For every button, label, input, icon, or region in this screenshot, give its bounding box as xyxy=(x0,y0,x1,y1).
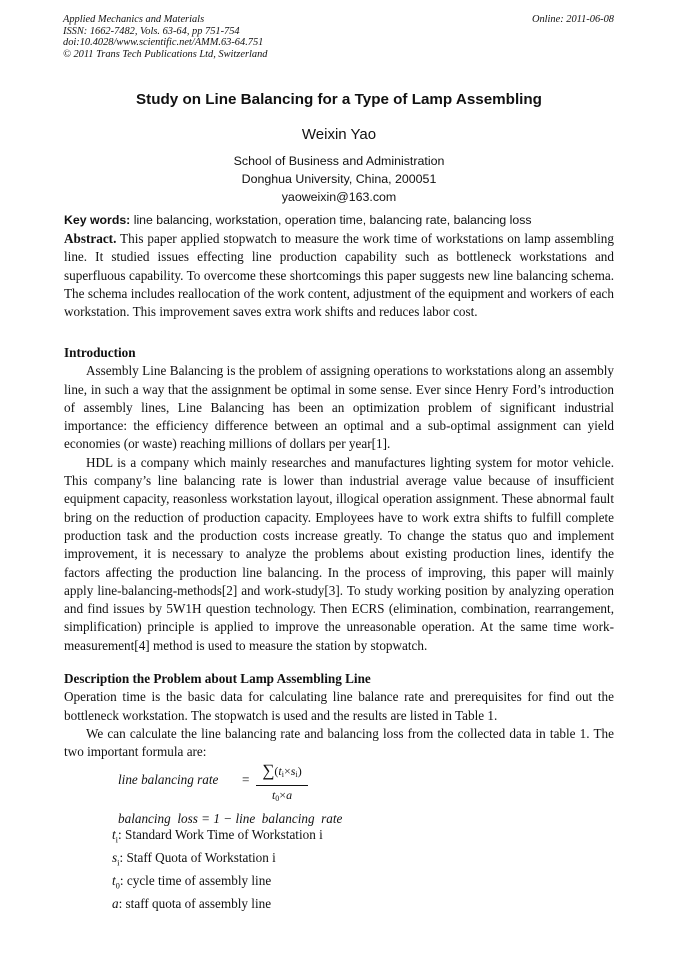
description-section xyxy=(64,670,614,761)
paren-close: ) xyxy=(297,764,302,778)
den-t-sub: 0 xyxy=(275,794,280,803)
abstract-paragraph xyxy=(64,230,614,321)
def-symbol: t xyxy=(112,827,116,842)
def-symbol: a xyxy=(112,895,119,911)
formula1-numerator xyxy=(256,762,308,784)
introduction-section xyxy=(64,344,614,655)
definition-ti xyxy=(112,826,323,849)
author-name: Weixin Yao xyxy=(301,126,377,143)
formula1-equals: = xyxy=(242,772,250,787)
description-paragraph-2: We can calculate the line balancing rate and balancing loss from the collected data in table 1. The two important formula are: xyxy=(64,725,614,760)
def-symbol: t xyxy=(112,872,116,888)
num-times: × xyxy=(284,764,291,778)
description-heading: Description the Problem about Lamp Assembling Line xyxy=(64,671,371,686)
paren-open: ( xyxy=(274,764,279,778)
journal-name: Applied Mechanics and Materials xyxy=(63,14,205,25)
def-symbol: s xyxy=(112,849,118,865)
journal-issn: ISSN: 1662-7482, Vols. 63-64, pp 751-754 xyxy=(63,25,240,37)
num-s-sub: i xyxy=(295,770,298,779)
journal-copyright: © 2011 Trans Tech Publications Ltd, Switzerland xyxy=(63,48,268,60)
author-email: yaoweixin@163.com xyxy=(281,190,397,205)
definition-t0 xyxy=(112,872,323,895)
def-description: : Staff Quota of Workstation i xyxy=(119,849,276,865)
description-paragraph-1: Operation time is the basic data for calculating line balance rate and prerequisites for find out the bottleneck workstation. The stopwatch is used and the results are listed in Table 1. xyxy=(64,689,614,723)
symbol-definitions xyxy=(112,826,323,913)
den-t: t xyxy=(271,788,276,802)
journal-doi: doi:10.4028/www.scientific.net/AMM.63-64.751 xyxy=(63,37,264,49)
num-t: t xyxy=(278,764,282,778)
num-t-sub: i xyxy=(281,770,284,779)
introduction-paragraph-2: HDL is a company which mainly researches and manufactures lighting system for motor vehicle. This company’s line balancing rate is lower than industrial average value because of insufficient equipment capacity, reasonless workstation layout, illogical operation assignment. These abnormal fault bring on the reduction of production capacity. Employees have to work extra shifts to fulfill complete production task and the production costs increase greatly. To change the status quo and implement improvement, it is necessary to analyze the problems about existing production lines, identify the factors affecting the production line balancing. In the process of improving, this paper will mainly apply line-balancing-methods[2] and work-study[3]. To study working position by analyzing operation and find issues by 5W1H question technology. Then ECRS (elimination, combination, rearrangement, simplification) principle is applied to improve the unreasonable operation. At the same time work-measurement[4] method is used to measure the station by stopwatch. xyxy=(64,454,614,653)
abstract-label: Abstract. xyxy=(64,231,117,246)
def-description: : Standard Work Time of Workstation i xyxy=(118,827,323,842)
formula1-fraction xyxy=(256,762,308,807)
affiliation-university: Donghua University, China, 200051 xyxy=(241,172,437,187)
online-date: Online: 2011-06-08 xyxy=(531,14,614,25)
num-s: s xyxy=(290,764,296,778)
keywords-text: line balancing, workstation, operation time, balancing rate, balancing loss xyxy=(130,213,532,227)
formula1-lhs: line balancing rate xyxy=(118,772,219,787)
introduction-heading: Introduction xyxy=(64,345,136,360)
formula-line-balancing-rate xyxy=(118,762,318,802)
formula-balancing-loss: balancing loss = 1 − line balancing rate xyxy=(118,811,343,826)
abstract-text: This paper applied stopwatch to measure the work time of workstations on lamp assembling line. It studied issues effecting line production capability such as bottleneck workstations and superfluous capability. To overcome these shortcomings this paper suggests new line balancing schema. The schema includes reallocation of the work content, adjustment of the equipment and workers of each workstation. This improvement saves extra work shifts and reduces labor cost. xyxy=(64,231,614,320)
definition-a xyxy=(112,895,323,913)
def-description: : cycle time of assembly line xyxy=(119,872,272,888)
affiliation-school: School of Business and Administration xyxy=(233,154,445,168)
keywords xyxy=(64,212,616,229)
affiliation xyxy=(0,152,678,207)
abstract-section xyxy=(64,230,614,321)
def-subscript: 0 xyxy=(115,880,120,891)
den-a: a xyxy=(286,788,293,802)
def-subscript: i xyxy=(115,834,119,845)
def-description: : staff quota of assembly line xyxy=(118,895,272,911)
introduction-paragraph-1: Assembly Line Balancing is the problem of assigning operations to workstations along an assembly line, in such a way that the assignment be optimal in some sense. Ever since Henry Ford’s introduction of assembly lines, Line Balancing has been an optimization problem of significant industrial importance: the efficiency difference between an optimal and a sub-optimal assignment can yield economies (or waste) reaching millions of dollars per year[1]. xyxy=(64,363,614,452)
formula1-denominator xyxy=(256,787,308,807)
def-subscript: i xyxy=(117,857,120,868)
journal-header xyxy=(63,14,267,60)
sigma-symbol: ∑ xyxy=(262,761,275,780)
definition-si xyxy=(112,849,323,872)
den-times: × xyxy=(279,788,287,802)
paper-title: Study on Line Balancing for a Type of Lamp Assembling xyxy=(136,91,542,108)
fraction-bar xyxy=(256,785,308,786)
keywords-label: Key words: xyxy=(64,213,131,227)
